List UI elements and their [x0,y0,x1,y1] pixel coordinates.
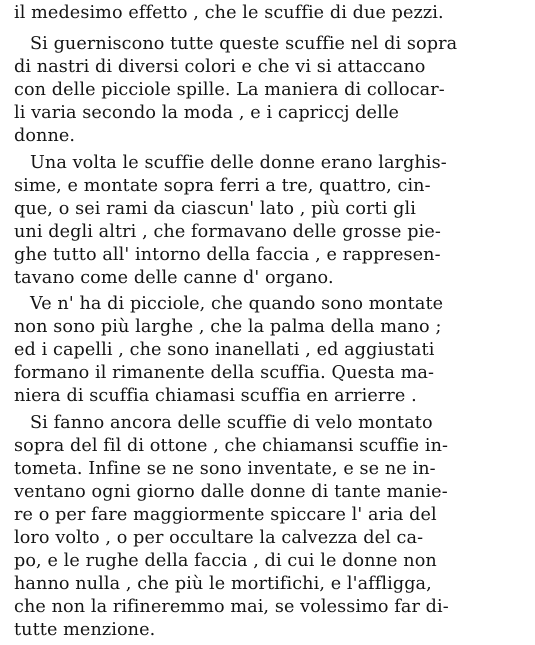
text-line: Ve n' ha di picciole, che quando sono montate [30,294,444,314]
text-line: Una volta le scuffie delle donne erano larghis- [30,153,447,173]
text-line: que, o sei rami da ciascun' lato , più corti gli [14,199,416,219]
text-line: sopra del fil di ottone , che chiamansi scuffie in- [14,436,449,456]
text-line: ventano ogni giorno dalle donne di tante manie- [14,482,448,502]
text-line: formano il rimanente della scuffia. Questa ma- [14,363,435,383]
text-line: hanno nulla , che più le mortifichi, e l'affligga, [14,574,432,594]
text-line: non sono più larghe , che la palma della mano ; [14,317,442,337]
text-line: loro volto , o per occultare la calvezza del ca- [14,528,424,548]
text-line: che non la rifineremmo mai, se volessimo far di- [14,597,449,617]
text-line: li varia secondo la moda , e i capriccj delle [14,103,400,123]
text-line: po, e le rughe della faccia , di cui le donne non [14,551,437,571]
text-line: niera di scuffia chiamasi scuffia en arrierre . [14,386,417,406]
text-line: di nastri di diversi colori e che vi si attaccano [14,57,426,77]
text-line: ed i capelli , che sono inanellati , ed aggiustati [14,340,435,360]
text-line: sime, e montate sopra ferri a tre, quattro, cin- [14,176,431,196]
text-line: tavano come delle canne d' organo. [14,268,334,288]
text-line: Si guerniscono tutte queste scuffie nel di sopra [30,34,458,54]
text-line: re o per fare maggiormente spiccare l' aria del [14,505,437,525]
text-line: ghe tutto all' intorno della faccia , e rappresen- [14,245,441,265]
text-line: tometa. Infine se ne sono inventate, e se ne in- [14,459,436,479]
text-line: uni degli altri , che formavano delle grosse pie- [14,222,441,242]
text-line: tutte menzione. [14,620,156,640]
text-line: donne. [14,126,76,146]
text-line: Si fanno ancora delle scuffie di velo montato [30,413,433,433]
text-line: con delle picciole spille. La maniera di collocar- [14,80,445,100]
text-line: il medesimo effetto , che le scuffie di due pezzi. [14,3,444,23]
